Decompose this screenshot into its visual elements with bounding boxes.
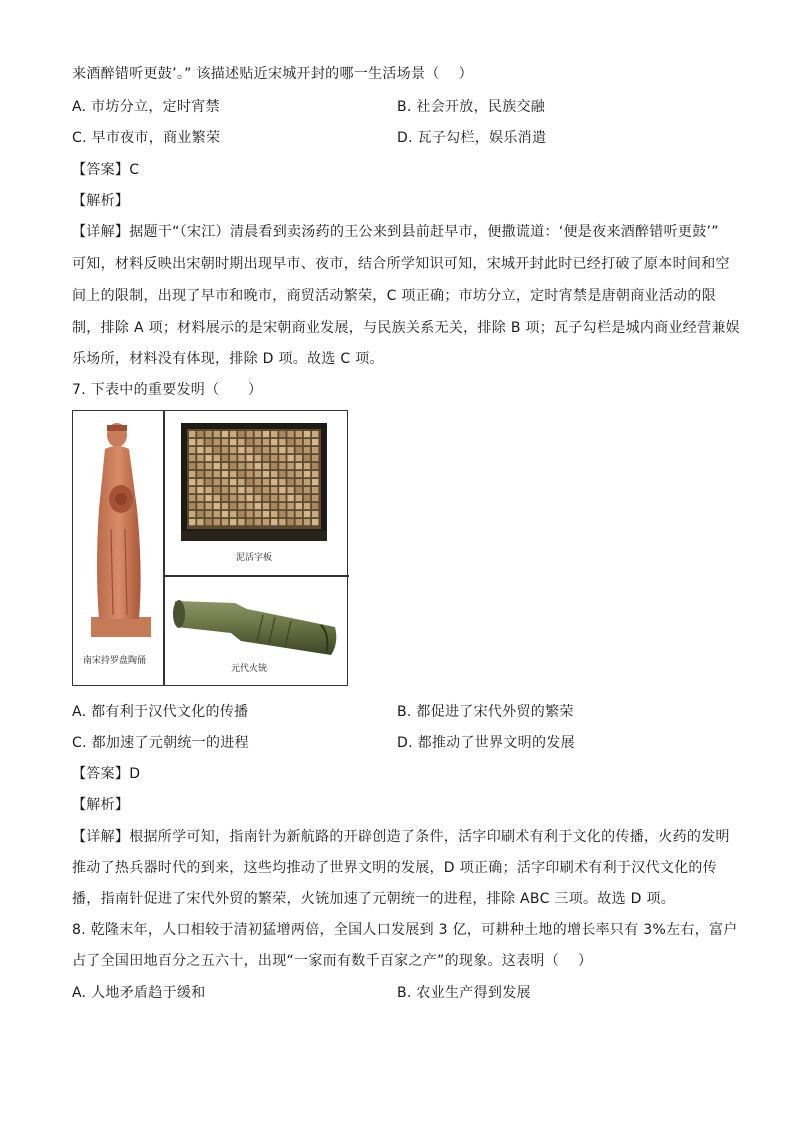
type-block [287,463,293,469]
type-block [197,439,203,445]
type-block [312,495,318,501]
q7-stem: 7. 下表中的重要发明（ ） [72,382,263,398]
type-block [214,511,220,517]
type-block [238,487,244,493]
type-block [230,519,236,525]
type-block [279,447,285,453]
type-block [222,511,228,517]
type-block [238,503,244,509]
type-block [271,439,277,445]
type-block [287,519,293,525]
type-block [230,439,236,445]
type-block [304,455,310,461]
type-block [312,455,318,461]
type-block [189,479,195,485]
q6-stem-tail: 来酒醉错听更鼓’。” 该描述贴近宋城开封的哪一生活场景（ ） [72,66,473,82]
type-block [255,479,261,485]
type-block [189,487,195,493]
type-block [197,447,203,453]
type-block [205,455,211,461]
type-block [238,431,244,437]
q7-analysis-line: 推动了热兵器时代的到来，这些均推动了世界文明的发展，D 项正确；活字印刷术有利于汉代文化的传 [72,860,718,876]
type-block [197,503,203,509]
type-block [205,463,211,469]
type-block [205,487,211,493]
type-block [230,495,236,501]
type-block [263,503,269,509]
q6-analysis-line: 【详解】据题干“（宋江）清晨看到卖汤药的王公来到县前赶早市，便撒谎道：‘便是夜来酒醉错听更鼓’” [72,224,719,240]
type-block [312,431,318,437]
type-block [287,447,293,453]
type-block [296,487,302,493]
type-block [197,463,203,469]
type-block [255,471,261,477]
type-block [271,471,277,477]
q6-analysis-line: 制，排除 A 项；材料展示的是宋朝商业发展，与民族关系无关，排除 B 项；瓦子勾栏是城内商业经营兼娱 [72,320,740,336]
type-block [246,439,252,445]
type-block [279,479,285,485]
type-block [271,479,277,485]
type-block [304,447,310,453]
type-block [255,463,261,469]
type-block [255,519,261,525]
type-block [214,471,220,477]
type-block [230,463,236,469]
type-block [205,447,211,453]
figure-divider [163,575,349,577]
yuan-cannon-image [171,583,343,663]
type-block [263,511,269,517]
type-block [255,439,261,445]
type-block [189,503,195,509]
type-block [222,439,228,445]
type-block [255,455,261,461]
type-block [279,487,285,493]
type-block [296,479,302,485]
type-block [222,431,228,437]
type-block [271,455,277,461]
type-plate-caption: 泥活字板 [236,553,273,563]
type-block [296,447,302,453]
type-block [197,431,203,437]
type-block [246,463,252,469]
q6-option-c: C. 早市夜市，商业繁荣 [72,130,221,146]
type-block [197,487,203,493]
type-block [279,431,285,437]
type-block [205,495,211,501]
compass-figurine-image [81,419,157,641]
type-block [255,503,261,509]
type-block [246,503,252,509]
type-block [197,479,203,485]
type-block [230,479,236,485]
type-block [238,479,244,485]
type-block [189,455,195,461]
cannon-caption: 元代火铳 [231,664,268,674]
type-block [205,431,211,437]
type-block [238,439,244,445]
type-block [263,439,269,445]
type-block [246,511,252,517]
type-block [214,503,220,509]
q6-analysis-line: 乐场所，材料没有体现，排除 D 项。故选 C 项。 [72,351,384,367]
figurine-caption: 南宋持罗盘陶俑 [83,656,147,666]
type-block [287,479,293,485]
q8-stem-line: 占了全国田地百分之五六十，出现“一家而有数千百家之产”的现象。这表明（ ） [72,953,593,969]
type-block [296,439,302,445]
clay-type-plate-image [179,421,329,545]
type-block [279,503,285,509]
q6-option-a: A. 市坊分立，定时宵禁 [72,99,220,115]
type-block [312,463,318,469]
type-block [238,463,244,469]
type-block [205,439,211,445]
type-block [222,495,228,501]
type-block [287,471,293,477]
type-block [214,519,220,525]
type-block [230,503,236,509]
type-block [214,431,220,437]
type-block [304,503,310,509]
type-block [263,495,269,501]
type-block [263,479,269,485]
type-block [279,463,285,469]
type-block [189,511,195,517]
type-block [222,455,228,461]
type-block [312,439,318,445]
type-block [222,479,228,485]
type-block [263,455,269,461]
q6-analysis-line: 可知，材料反映出宋朝时期出现早市、夜市，结合所学知识可知，宋城开封此时已经打破了原本时间和空 [72,256,730,272]
type-block [287,455,293,461]
q7-option-d: D. 都推动了世界文明的发展 [397,735,575,751]
type-block [189,431,195,437]
type-block [189,439,195,445]
q8-option-a: A. 人地矛盾趋于缓和 [72,985,206,1001]
type-block [279,495,285,501]
type-block [304,431,310,437]
type-block [255,447,261,453]
type-block [312,479,318,485]
type-block [287,439,293,445]
type-block [296,431,302,437]
type-block [214,447,220,453]
type-block [263,471,269,477]
type-block [189,447,195,453]
type-block [271,487,277,493]
type-block [304,487,310,493]
type-block [255,431,261,437]
q7-analysis-line: 【详解】根据所学可知，指南针为新航路的开辟创造了条件，活字印刷术有利于文化的传播，火药的发明 [72,829,730,845]
q7-option-c: C. 都加速了元朝统一的进程 [72,735,249,751]
type-block [304,471,310,477]
type-block [205,511,211,517]
type-block [246,447,252,453]
type-block [312,511,318,517]
type-block [222,503,228,509]
type-block [271,447,277,453]
type-block [197,471,203,477]
type-block [296,511,302,517]
type-block [230,447,236,453]
type-block [230,455,236,461]
type-block [287,487,293,493]
type-block [255,495,261,501]
type-block [287,495,293,501]
type-block [287,431,293,437]
type-block [271,511,277,517]
type-block [238,447,244,453]
q7-option-a: A. 都有利于汉代文化的传播 [72,704,249,720]
type-block [279,511,285,517]
type-block [222,463,228,469]
type-block [222,487,228,493]
type-block [246,495,252,501]
type-block [230,431,236,437]
type-block [214,455,220,461]
type-block [304,511,310,517]
type-block [271,463,277,469]
type-block [255,487,261,493]
type-block [197,511,203,517]
q6-option-b: B. 社会开放，民族交融 [397,99,546,115]
figure-divider [163,411,165,685]
type-block [222,447,228,453]
type-block [238,519,244,525]
type-block [230,487,236,493]
type-block [246,455,252,461]
type-block [205,519,211,525]
type-block [246,479,252,485]
type-block [214,487,220,493]
type-block [296,455,302,461]
type-block [296,495,302,501]
type-block [263,431,269,437]
type-block [205,503,211,509]
type-block [304,495,310,501]
type-block [296,471,302,477]
q8-stem-line: 8. 乾隆末年，人口相较于清初猛增两倍，全国人口发展到 3 亿，可耕种土地的增长率只有 3%左右，富户 [72,922,738,938]
type-block [312,487,318,493]
q7-analysis-line: 播，指南针促进了宋代外贸的繁荣，火铳加速了元朝统一的进程，排除 ABC 三项。故选 D 项。 [72,891,676,907]
q8-option-b: B. 农业生产得到发展 [397,985,531,1001]
type-block [271,519,277,525]
type-block [255,511,261,517]
type-block [246,519,252,525]
type-block [312,471,318,477]
type-block [271,495,277,501]
type-block [197,495,203,501]
type-block [197,519,203,525]
type-block [279,519,285,525]
type-block [296,519,302,525]
type-block [189,495,195,501]
type-block [312,503,318,509]
type-block [214,495,220,501]
type-block [238,455,244,461]
q7-answer: 【答案】D [72,766,141,782]
type-block [214,463,220,469]
q6-option-d: D. 瓦子勾栏，娱乐消遣 [397,130,547,146]
type-block [312,447,318,453]
type-block [246,431,252,437]
type-block [230,511,236,517]
type-block [238,511,244,517]
inventions-figure [72,410,348,686]
q6-answer: 【答案】C [72,162,140,178]
type-block [214,479,220,485]
type-block [246,487,252,493]
type-block [214,439,220,445]
type-block [263,447,269,453]
type-block [263,463,269,469]
type-block [189,519,195,525]
q6-analysis-heading: 【解析】 [72,193,130,209]
type-block [312,519,318,525]
type-block [279,439,285,445]
q7-analysis-heading: 【解析】 [72,797,130,813]
type-block [238,471,244,477]
type-block [304,479,310,485]
type-block [230,471,236,477]
type-block [222,519,228,525]
q6-analysis-line: 间上的限制，出现了早市和晚市，商贸活动繁荣，C 项正确；市坊分立，定时宵禁是唐朝商业活动的限 [72,288,717,304]
type-block [296,463,302,469]
type-block [238,495,244,501]
type-block [222,471,228,477]
type-block [189,463,195,469]
q7-option-b: B. 都促进了宋代外贸的繁荣 [397,704,574,720]
type-block [271,431,277,437]
type-block [287,503,293,509]
type-block [279,455,285,461]
type-block [197,455,203,461]
type-block [271,503,277,509]
type-block [189,471,195,477]
type-block [205,471,211,477]
type-block [279,471,285,477]
type-block [304,519,310,525]
type-block [296,503,302,509]
type-block [246,471,252,477]
type-block [263,487,269,493]
type-block [205,479,211,485]
type-block [263,519,269,525]
type-block [304,463,310,469]
type-block [287,511,293,517]
type-block [304,439,310,445]
